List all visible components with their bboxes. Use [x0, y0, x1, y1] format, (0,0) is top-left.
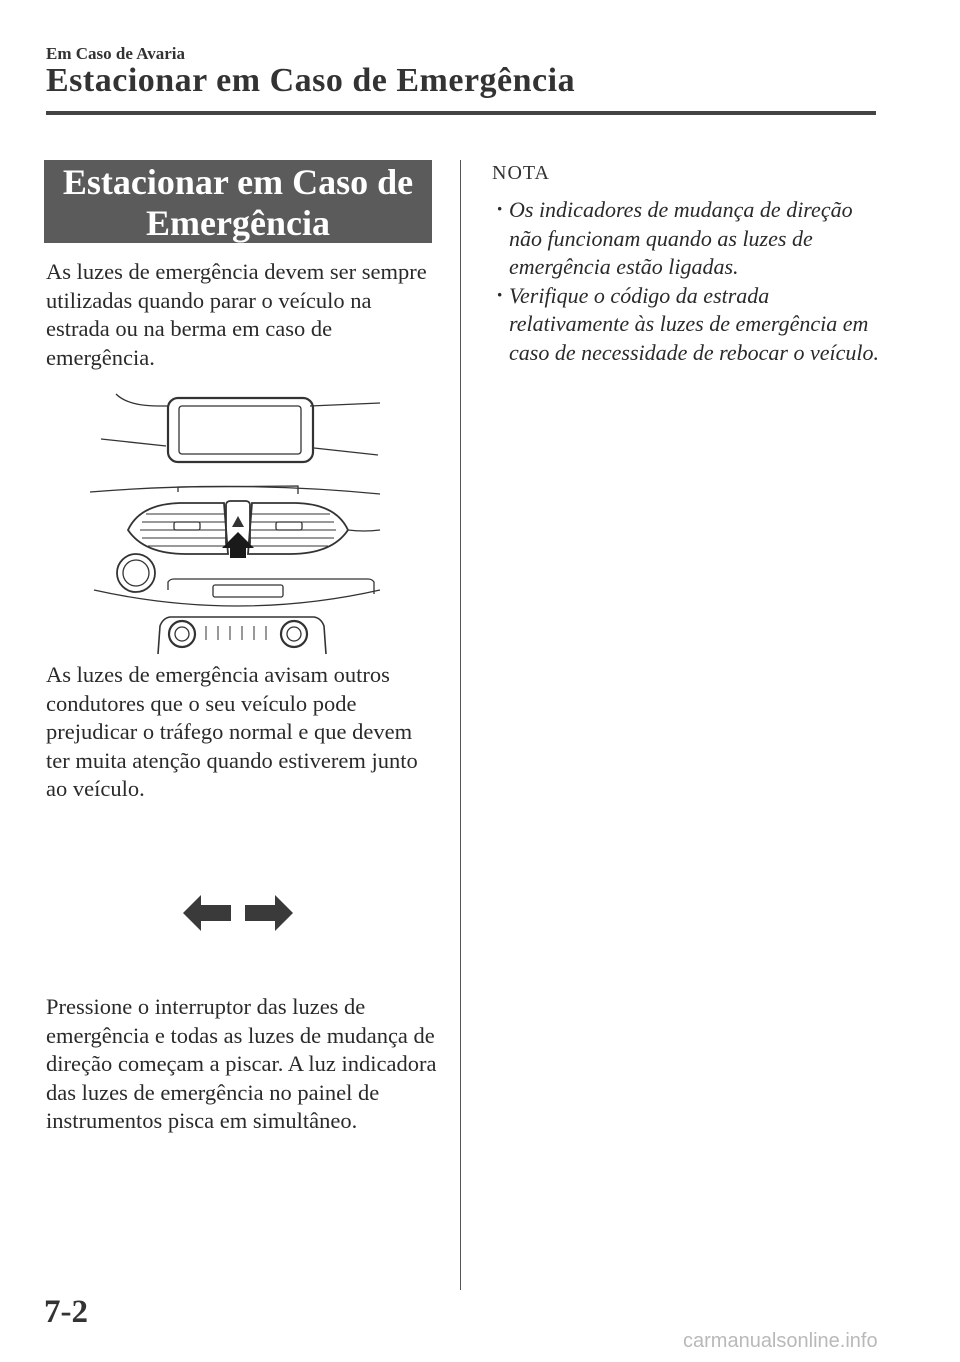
- column-divider: [460, 160, 461, 1290]
- center-slot: [213, 585, 283, 597]
- note-list: [492, 196, 887, 367]
- climate-control-ticks: [206, 626, 266, 640]
- turn-signal-indicator-illustration: [183, 893, 293, 933]
- bottom-right-knob: [281, 621, 307, 647]
- section-heading-line2: Emergência: [146, 203, 330, 243]
- section-heading-line1: Estacionar em Caso de: [62, 162, 414, 202]
- turn-signal-left-arrow-icon: [183, 895, 231, 931]
- title-rule: [46, 111, 876, 115]
- note-title: NOTA: [492, 162, 550, 184]
- note-item-text: Verifique o código da estrada relativamente às luzes de emergência em caso de necessidade de rebocar o veículo.: [509, 282, 880, 365]
- display-screen-inner: [179, 406, 301, 454]
- display-screen-outer: [168, 398, 313, 462]
- hazard-triangle-icon: [232, 516, 244, 527]
- right-vent-knob: [276, 522, 302, 530]
- note-item: [492, 196, 887, 282]
- bullet: ·: [496, 196, 504, 221]
- chapter-label: Em Caso de Avaria: [46, 44, 185, 63]
- left-vent-knob: [174, 522, 200, 530]
- hazard-switch-illustration: [88, 382, 388, 654]
- left-dial-inner: [123, 560, 149, 586]
- page-title: Estacionar em Caso de Emergência: [46, 62, 576, 99]
- bottom-left-knob: [169, 621, 195, 647]
- page-number: 7-2: [44, 1294, 88, 1330]
- section-heading-box: [44, 160, 432, 243]
- turn-signal-right-arrow-icon: [245, 895, 293, 931]
- watermark: carmanualsonline.info: [683, 1330, 878, 1352]
- note-item: [492, 282, 887, 368]
- paragraph-intro: As luzes de emergência devem ser sempre utilizadas quando parar o veículo na estrada ou na berma em caso de emergência.: [46, 259, 427, 370]
- paragraph-warning: As luzes de emergência avisam outros condutores que o seu veículo pode prejudicar o tráfego normal e que devem ter muita atenção quando estiverem junto ao veículo.: [46, 662, 418, 801]
- paragraph-instructions: Pressione o interruptor das luzes de emergência e todas as luzes de mudança de direção começam a piscar. A luz indicadora das luzes de emergência no painel de instrumentos pisca em simultâneo.: [46, 994, 437, 1133]
- note-item-text: Os indicadores de mudança de direção não funcionam quando as luzes de emergência estão ligadas.: [509, 197, 853, 279]
- bullet: ·: [496, 281, 504, 307]
